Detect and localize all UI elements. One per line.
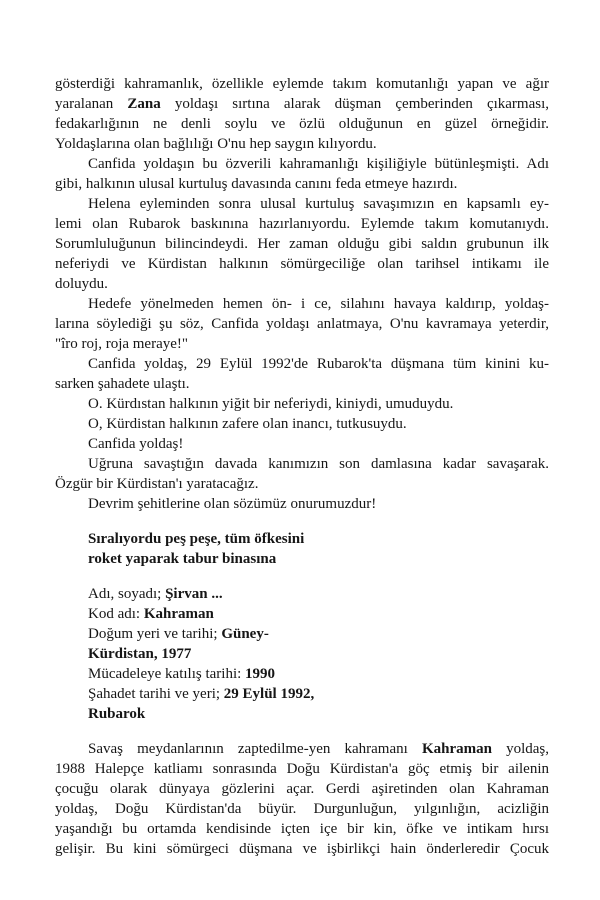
paragraph-sahadet <box>55 354 549 394</box>
text-line <box>88 684 549 704</box>
text-segment: Adı, soyadı; <box>88 586 166 602</box>
text-line <box>55 454 549 474</box>
text-segment: Helena eyleminden sonra ulusal kurtuluş savaşımızın en kapsamlı ey- <box>88 196 549 212</box>
paragraph-canfida-character <box>55 154 549 194</box>
text-segment: O. Kürdıstan halkının yiğit bir neferiydi, kiniydi, umuduydu. <box>88 396 454 412</box>
text-segment: Savaş meydanlarının zaptedilme-yen kahramanı <box>88 741 422 757</box>
text-segment: Devrim şehitlerine olan sözümüz onurumuzdur! <box>88 496 377 512</box>
line-zafere <box>55 414 549 434</box>
text-segment: Sorumluluğunun bilincindeydi. Her zaman olduğu gibi saldın grubunun ilk <box>55 236 549 252</box>
text-line <box>55 114 549 134</box>
bold-text-segment: Kahraman <box>143 606 214 622</box>
text-line <box>55 354 549 374</box>
text-line <box>55 414 549 434</box>
bold-text-segment: Zana <box>127 96 161 112</box>
document-text <box>55 74 549 859</box>
text-line <box>55 474 549 494</box>
text-segment: Şahadet tarihi ve yeri; <box>88 686 224 702</box>
text-segment: yaralanan <box>55 96 128 112</box>
text-segment: yoldaş, Doğu Kürdistan'da büyür. Durgunluğun, yılgınlığın, acizliğin <box>55 801 549 817</box>
bold-text-segment: Sıralıyordu peş peşe, tüm öfkesini <box>88 531 305 547</box>
text-segment: sarken şahadete ulaştı. <box>55 376 190 392</box>
text-segment: Canfida yoldaş, 29 Eylül 1992'de Rubarok'ta düşmana tüm kinini ku- <box>88 356 549 372</box>
bold-text-segment: 29 Eylül 1992, <box>223 686 315 702</box>
text-line <box>55 194 549 214</box>
text-line <box>88 604 549 624</box>
line-devrim <box>55 494 549 514</box>
text-segment: Kod adı: <box>88 606 144 622</box>
text-segment: gibi, halkının ulusal kurtuluş davasında canını feda etmeye hazırdı. <box>55 176 458 192</box>
text-segment: "îro roj, roja meraye!" <box>55 336 189 352</box>
text-segment: Yoldaşlarına olan bağlılığı O'nu hep saygın kılıyordu. <box>55 136 377 152</box>
text-line <box>88 644 549 664</box>
text-line <box>88 529 549 549</box>
line-neferiydi <box>55 394 549 414</box>
text-segment: yoldaşı sırtına alarak düşman çemberinden çıkarması, <box>160 96 550 112</box>
paragraph-helena-rubarok <box>55 194 549 294</box>
paragraph-kahraman <box>55 739 549 859</box>
text-segment: gelişir. Bu kini sömürgeci düşmana ve işbirlikçi hain önderleredir Çocuk <box>55 841 549 857</box>
poem-heading <box>88 529 549 569</box>
text-segment: larına söylediği şu söz, Canfida yoldaşı anlatmaya, O'nu kavramaya yeterdir, <box>55 316 549 332</box>
paragraph-ugruna <box>55 454 549 494</box>
text-line <box>88 584 549 604</box>
text-segment: Canfida yoldaş! <box>88 436 184 452</box>
text-line <box>55 294 549 314</box>
text-line <box>55 779 549 799</box>
bold-text-segment: Kahraman <box>421 741 492 757</box>
text-segment: fedakarlığının ne denli soylu ve özlü olduğunun en güzel örneğidir. <box>55 116 549 132</box>
text-line <box>55 214 549 234</box>
martyr-info-block <box>88 584 549 724</box>
text-line <box>55 334 549 354</box>
bold-text-segment: 1990 <box>245 666 276 682</box>
text-line <box>55 174 549 194</box>
text-segment: Mücadeleye katılış tarihi: <box>88 666 246 682</box>
text-line <box>55 234 549 254</box>
bold-text-segment: Güney- <box>221 626 269 642</box>
bold-text-segment: Şirvan ... <box>165 586 223 602</box>
text-segment: O, Kürdistan halkının zafere olan inancı, tutkusuydu. <box>88 416 407 432</box>
text-segment: Doğum yeri ve tarihi; <box>88 626 222 642</box>
text-line <box>55 134 549 154</box>
text-line <box>55 494 549 514</box>
text-line <box>55 154 549 174</box>
text-segment: Canfida yoldaşın bu özverili kahramanlığı kişiliğiyle bütünleşmişti. Adı <box>88 156 549 172</box>
text-line <box>55 819 549 839</box>
text-segment: Hedefe yönelmeden hemen ön- i ce, silahını havaya kaldırıp, yoldaş- <box>88 296 549 312</box>
text-segment: lemi olan Rubarok baskınına hazırlanıyordu. Eylemde takım komutanıydı. <box>55 216 549 232</box>
bold-text-segment: roket yaparak tabur binasına <box>88 551 277 567</box>
line-canfida-yoldas <box>55 434 549 454</box>
text-line <box>88 549 549 569</box>
text-line <box>55 94 549 114</box>
text-segment: doluydu. <box>55 276 108 292</box>
text-line <box>55 739 549 759</box>
text-line <box>55 759 549 779</box>
text-line <box>55 374 549 394</box>
text-segment: Özgür bir Kürdistan'ı yaratacağız. <box>55 476 259 492</box>
text-line <box>55 799 549 819</box>
text-segment: Uğruna savaştığın davada kanımızın son damlasına kadar savaşarak. <box>88 456 549 472</box>
text-line <box>55 314 549 334</box>
text-line <box>88 664 549 684</box>
text-line <box>55 274 549 294</box>
text-line <box>55 394 549 414</box>
text-line <box>88 624 549 644</box>
text-segment: neferiydi ve Kürdistan halkının sömürgeciliğe olan tarihsel intikamı ile <box>55 256 549 272</box>
text-segment: yaşandığı bu ortamda kendisinde içten içe bir kin, öfke ve intikam hırsı <box>55 821 549 837</box>
text-line <box>55 839 549 859</box>
text-segment: 1988 Halepçe katliamı sonrasında Doğu Kürdistan'a göç etmiş bir ailenin <box>55 761 549 777</box>
text-segment: gösterdiği kahramanlık, özellikle eylemde takım komutanlığı yapan ve ağır <box>55 76 549 92</box>
text-line <box>55 254 549 274</box>
text-segment: yoldaş, <box>491 741 550 757</box>
paragraph-continuation <box>55 74 549 154</box>
bold-text-segment: Rubarok <box>88 706 146 722</box>
text-segment: çocuğu olarak dünyaya gözlerini açar. Gerdi aşiretinden olan Kahraman <box>55 781 549 797</box>
paragraph-hedefe <box>55 294 549 354</box>
text-line <box>88 704 549 724</box>
bold-text-segment: Kürdistan, 1977 <box>88 646 192 662</box>
text-line <box>55 74 549 94</box>
text-line <box>55 434 549 454</box>
